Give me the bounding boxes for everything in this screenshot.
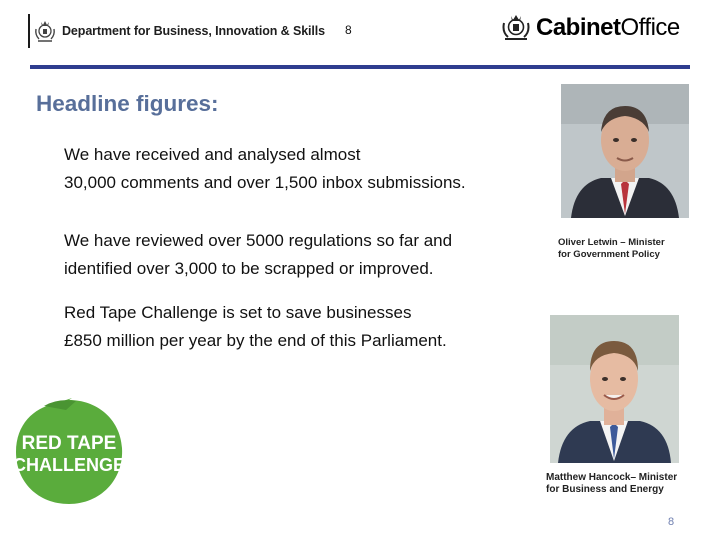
bis-logo <box>28 14 328 48</box>
slide-headline: Headline figures: <box>36 91 219 116</box>
portrait-hancock <box>550 315 679 463</box>
photo-matthew-hancock <box>550 315 679 463</box>
paragraph-line: Red Tape Challenge is set to save businesses <box>64 303 412 322</box>
paragraph-line: £850 million per year by the end of this Parliament. <box>64 331 447 350</box>
header-divider <box>30 65 690 69</box>
caption-line: Oliver Letwin – Minister <box>558 237 665 248</box>
footer-page-number: 8 <box>668 516 675 528</box>
caption-matthew-hancock <box>546 472 677 496</box>
paragraph-comments <box>64 141 466 197</box>
paragraph-savings <box>64 299 447 355</box>
office-wordmark-regular: Office <box>620 14 680 41</box>
portrait-letwin <box>561 84 689 218</box>
badge-line-2: CHALLENGE <box>14 455 124 475</box>
paragraph-line: 30,000 comments and over 1,500 inbox submissions. <box>64 173 466 192</box>
royal-crest-icon <box>34 19 56 43</box>
bis-logo-bar <box>28 14 30 48</box>
red-tape-challenge-logo <box>14 398 124 506</box>
paragraph-line: We have received and analysed almost <box>64 145 361 164</box>
paragraph-regulations <box>64 227 452 283</box>
photo-oliver-letwin <box>561 84 689 218</box>
caption-oliver-letwin <box>558 237 665 261</box>
header-page-number: 8 <box>345 23 352 37</box>
paragraph-line: identified over 3,000 to be scrapped or improved. <box>64 259 434 278</box>
caption-line: for Business and Energy <box>546 484 664 495</box>
cabinet-wordmark-bold: Cabinet <box>536 14 621 41</box>
badge-line-1: RED TAPE <box>21 433 117 454</box>
caption-line: Matthew Hancock– Minister <box>546 472 678 483</box>
cabinet-office-wordmark <box>536 14 680 42</box>
cabinet-office-logo <box>500 12 700 46</box>
paragraph-line: We have reviewed over 5000 regulations so far and <box>64 231 453 250</box>
caption-line: for Government Policy <box>558 249 660 260</box>
red-tape-badge-graphic <box>14 398 124 506</box>
cabinet-crest-icon <box>500 12 532 42</box>
bis-department-name: Department for Business, Innovation & Skills <box>62 24 326 38</box>
